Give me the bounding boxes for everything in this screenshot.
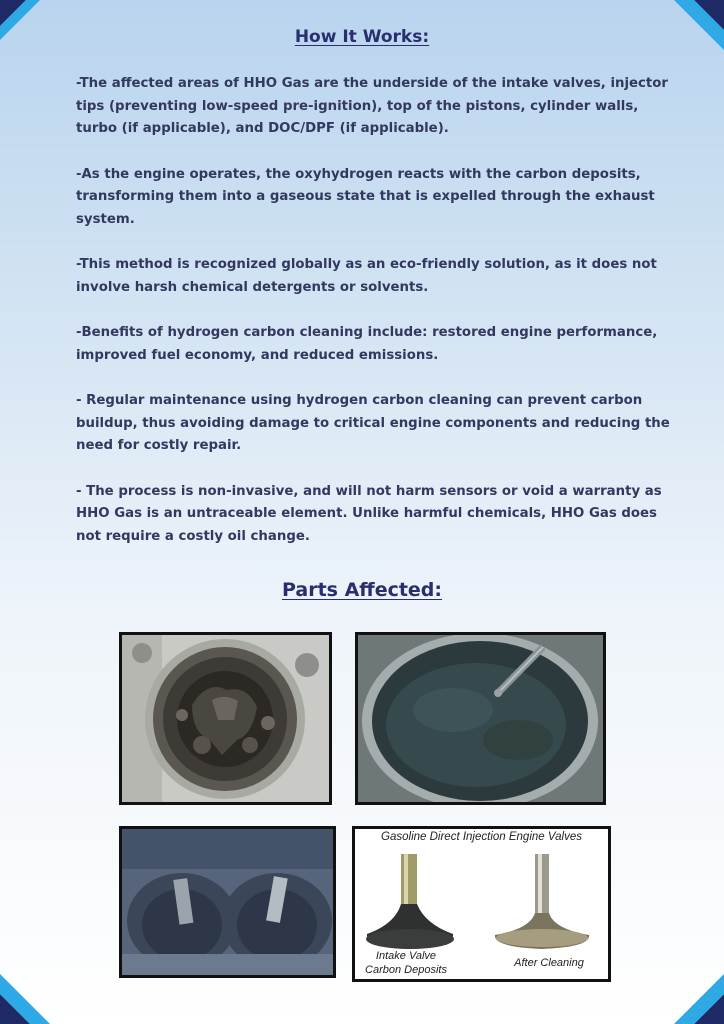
intake-valve-label: Intake Valve — [375, 950, 437, 962]
paragraph-affected-areas: -The affected areas of HHO Gas are the underside of the intake valves, injector tips (preventing low-speed pre-ignition), top of the pistons, cylinder walls, turbo (if applicable), and DOC/DPF (if applicable). — [76, 76, 668, 136]
valves-comparison-photo — [352, 826, 611, 982]
intake-port-photo — [119, 632, 332, 805]
valves-photo-title: Gasoline Direct Injection Engine Valves — [381, 831, 582, 843]
cylinder-head-photo — [119, 826, 336, 978]
how-it-works-heading: How It Works: — [294, 27, 430, 47]
carbon-deposits-label: Carbon Deposits — [365, 964, 447, 976]
paragraph-benefits: -Benefits of hydrogen carbon cleaning include: restored engine performance, improved fuel economy, and reduced emissions. — [76, 325, 658, 363]
corner-decoration-bottom-left — [0, 954, 70, 1024]
corner-decoration-bottom-right — [654, 954, 724, 1024]
paragraph-maintenance: - Regular maintenance using hydrogen carbon cleaning can prevent carbon buildup, thus avoiding damage to critical engine components and reducing the need for costly repair. — [76, 393, 670, 453]
body-text — [76, 73, 676, 571]
paragraph-eco-friendly: -This method is recognized globally as an eco-friendly solution, as it does not involve harsh chemical detergents or solvents. — [76, 257, 657, 295]
after-cleaning-caption: After Cleaning — [514, 957, 584, 969]
paragraph-non-invasive: - The process is non-invasive, and will not harm sensors or void a warranty as HHO Gas is an untraceable element. Unlike harmful chemicals, HHO Gas does not require a costly oil change. — [76, 483, 662, 544]
intake-valve-caption — [361, 949, 451, 977]
piston-top-photo — [355, 632, 606, 805]
parts-affected-heading: Parts Affected: — [281, 579, 443, 601]
paragraph-oxyhydrogen-reaction: -As the engine operates, the oxyhydrogen reacts with the carbon deposits, transforming them into a gaseous state that is expelled through the exhaust system. — [76, 166, 655, 227]
